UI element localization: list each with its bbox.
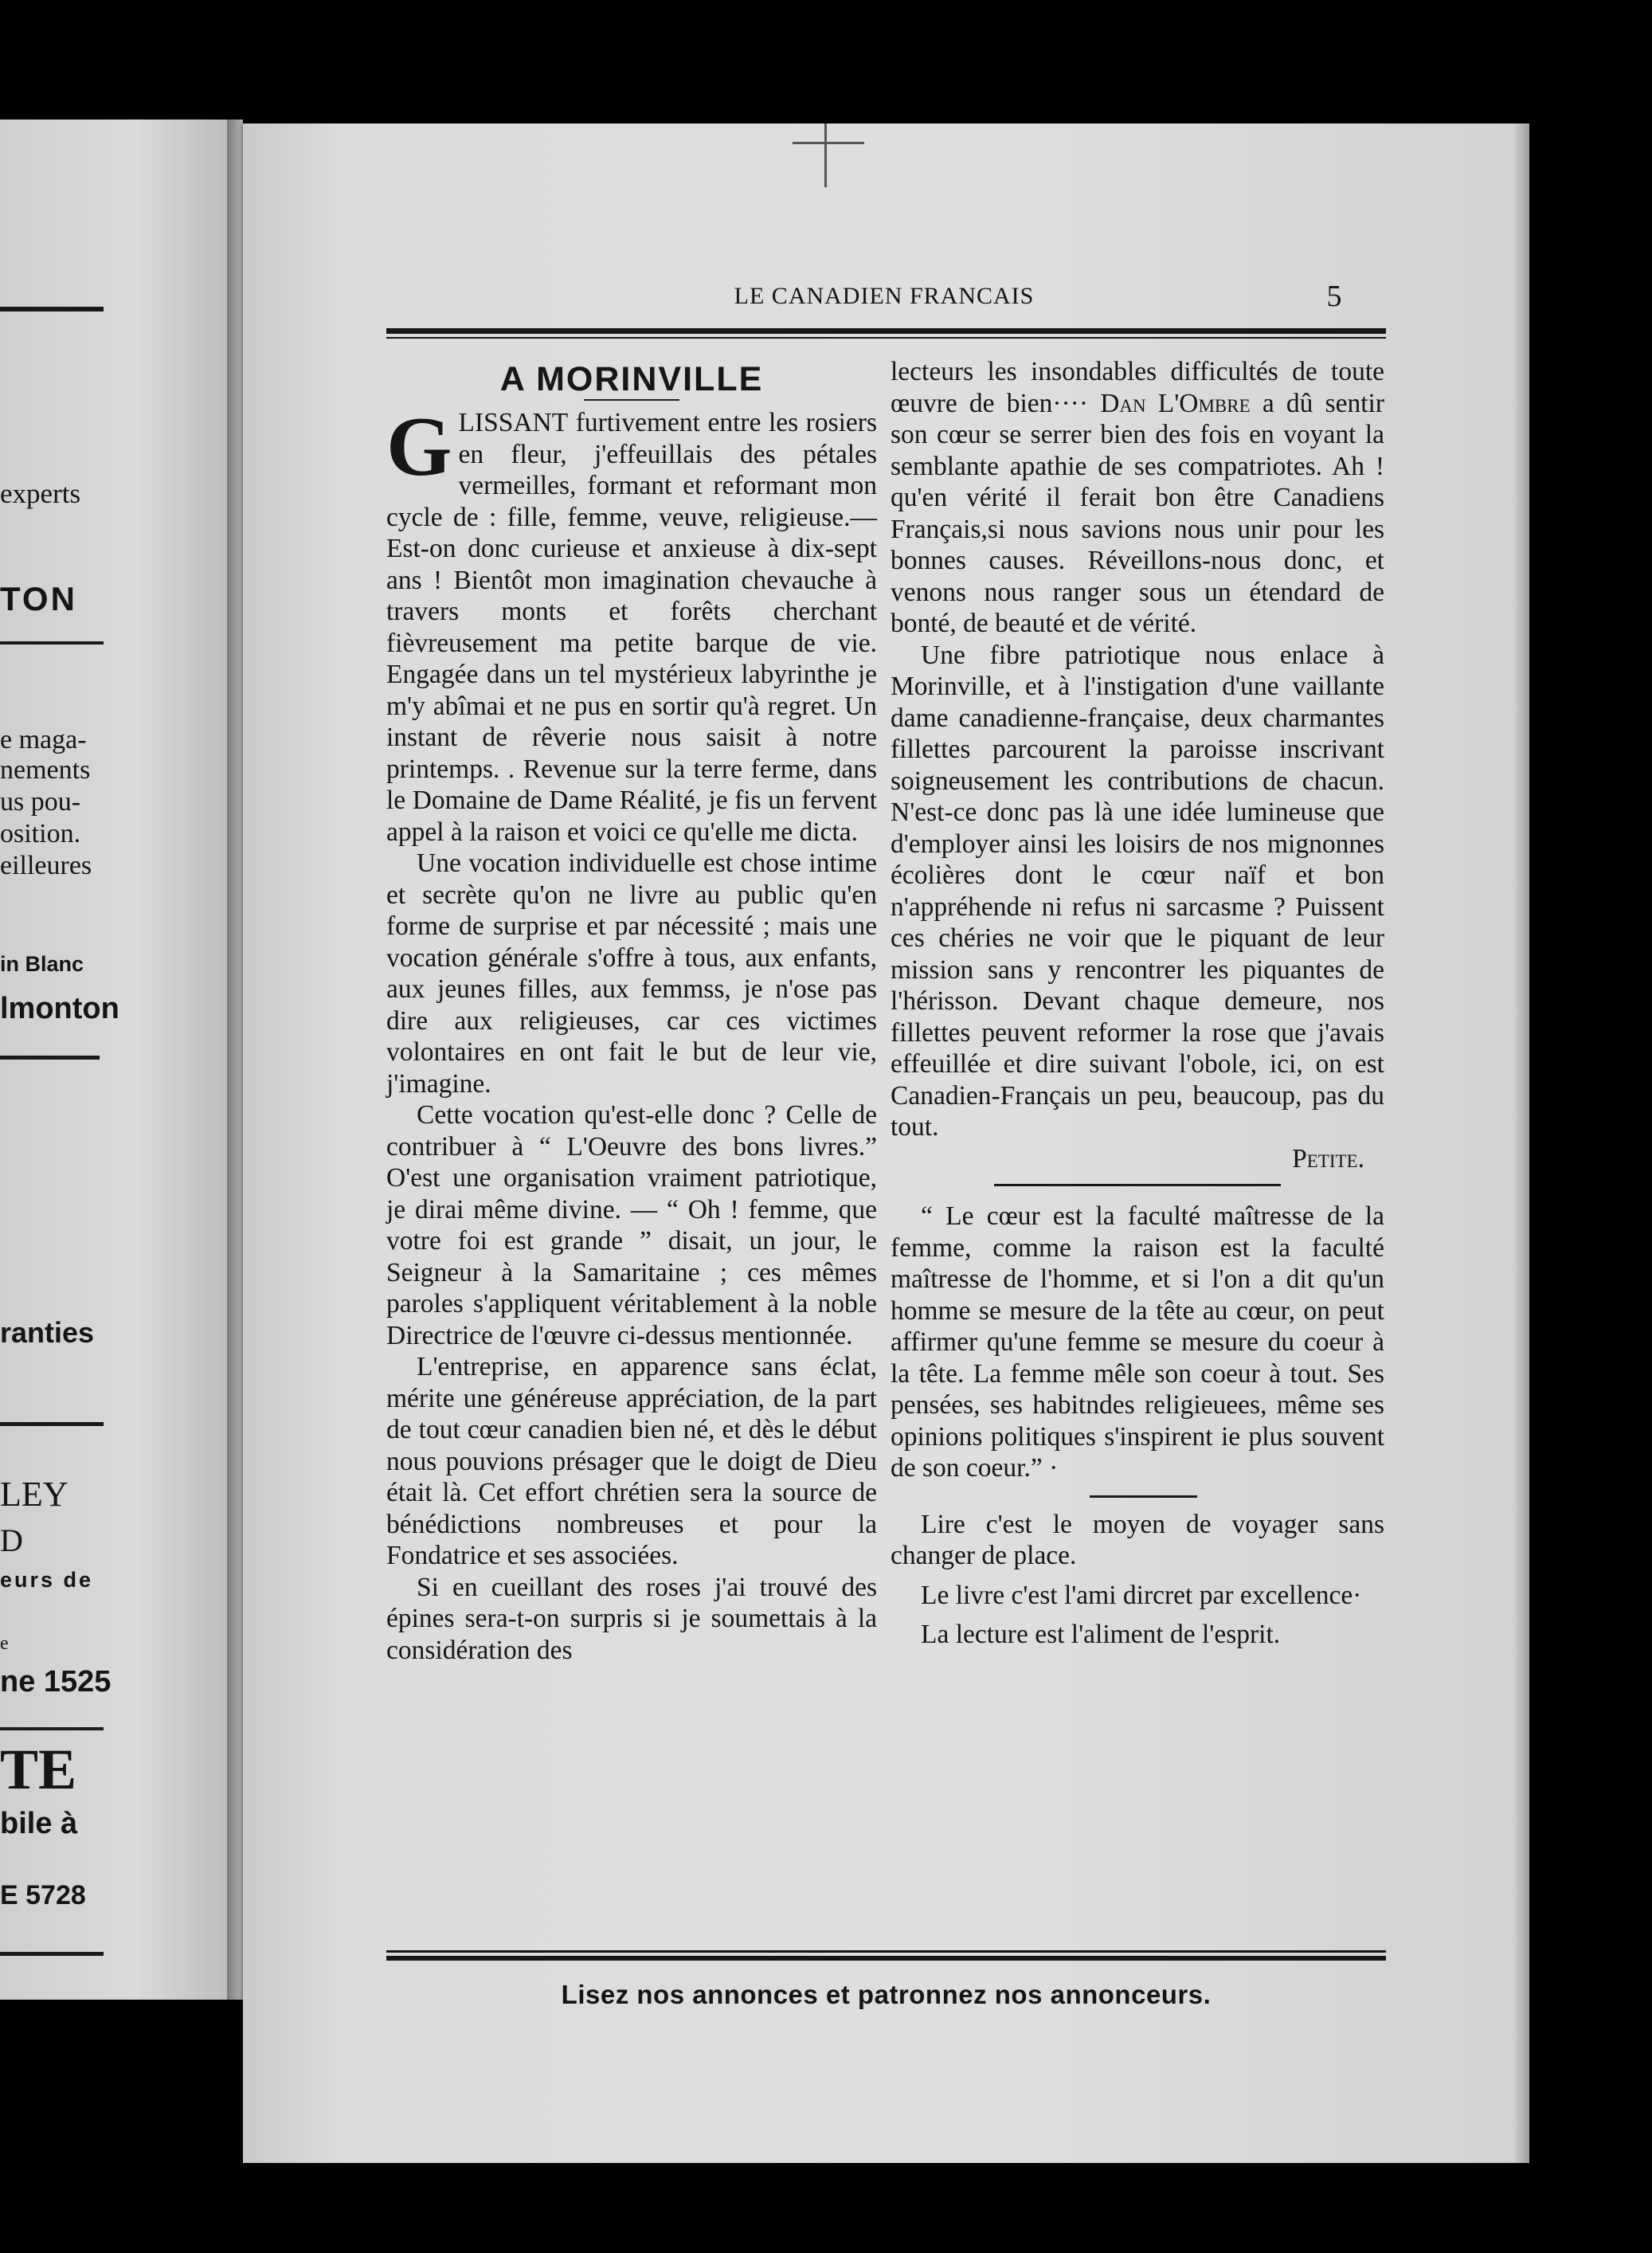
quote: “ Le cœur est la faculté maîtresse de la femme, comme la raison est la faculté maîtresse de l'homme, et si l'on a dit qu'un homme se mesure de la tête au cœur, on peut affirmer qu'une femme se mesure du coeur à la tête. La femme mêle son coeur à tout. Ses pensées, ses habitndes religieuees, même ses opinions politiques s'inspirent ie plus souvent de son coeur.” · xyxy=(891,1201,1384,1483)
left-fragment: e maga- xyxy=(0,725,87,754)
left-fragment: eurs de xyxy=(0,1568,94,1592)
section-divider xyxy=(994,1184,1281,1186)
left-fragment: ranties xyxy=(0,1316,95,1349)
header-rule-thin xyxy=(386,337,1386,339)
footer-rule xyxy=(386,1956,1386,1961)
divider xyxy=(0,641,104,645)
paragraph: Une vocation individuelle est chose intime et secrète qu'on ne livre au public qu'en forme de surprise et par nécessité ; mais une vocation générale s'offre à tous, aux enfants, aux jeunes filles, aux femmss, je n'ose pas dire aux religieuses, car ces victimes volontaires en ont fait le but de leur vie, j'imagine. xyxy=(386,848,877,1099)
left-fragment: osition. xyxy=(0,819,81,848)
left-fragment: nements xyxy=(0,755,91,785)
divider xyxy=(0,1056,100,1060)
lead-text: furtivement entre les rosiers en fleur, j'effeuillais des pétales vermeilles, formant et reformant mon cycle de : fille, femme, veuve, religieuse.—Est-on donc curieuse et anxieuse à dix-sept ans ! Bientôt mon imagination chevauche à travers monts et forêts cherchant fièvreusement ma petite barque de vie. Engagée dans un tel mystérieux labyrinthe je m'y abîmai et ne pus en sortir qu'à regret. Un instant de rêverie nous saisit à notre printemps. . Revenue sur la terre ferme, dans le Domaine de Dame Réalité, je fis un fervent appel à la raison et voici ce qu'elle me dicta. xyxy=(386,408,877,847)
left-fragment: experts xyxy=(0,478,81,509)
left-fragment: TON xyxy=(0,580,77,617)
title-underline xyxy=(584,399,679,401)
column-right xyxy=(891,356,1384,1651)
maxim: Lire c'est le moyen de voyager sans changer de place. xyxy=(891,1509,1384,1570)
left-fragment: e xyxy=(0,1633,9,1654)
maxim: Le livre c'est l'ami dircret par excellence· xyxy=(921,1580,1362,1610)
paragraph: L'entreprise, en apparence sans éclat, mérite une généreuse appréciation, de la part de tout cœur canadien bien né, et dès le début nous pouvions présager que le doigt de Dieu était là. Cet effort chrétien sera la source de bénédictions nombreuses et pour la Fondatrice et ses associées. xyxy=(386,1352,877,1570)
continued-text: a dû sentir son cœur se serrer bien des fois en voyant la semblante apathie de ses compatriotes. Ah ! qu'en vérité il ferait bon être Canadiens Français,si nous savions nous unir pour les bonnes causes. Réveillons-nous donc, et venons nous ranger sous un étendard de bonté, de beauté et de vérité. xyxy=(891,388,1384,638)
left-fragment: ne 1525 xyxy=(0,1665,112,1699)
left-fragment: TE xyxy=(0,1738,77,1801)
page-number: 5 xyxy=(1326,280,1342,313)
page-edge-shadow xyxy=(1513,123,1529,2163)
paragraph-continued xyxy=(891,356,1384,640)
left-fragment: bile à xyxy=(0,1807,78,1840)
left-fragment: D xyxy=(0,1522,23,1558)
section-divider xyxy=(1090,1495,1197,1498)
left-fragment: lmonton xyxy=(0,992,119,1025)
divider xyxy=(0,1952,104,1956)
paragraph: Une fibre patriotique nous enlace à Morinville, et à l'instigation d'une vaillante dame canadienne-française, deux charmantes fillettes parcourent la paroisse inscrivant soigneusement les contributions de chacun. N'est-ce donc pas là une idée lumineuse que d'employer ainsi les loisirs de nos mignonnes écolières dont le cœur naïf et bon n'appréhende ni refus ni sarcasme ? Puissent ces chéries ne voir que le piquant de leur mission sans y rencontrer les piquantes de l'hérisson. Devant chaque demeure, nos fillettes peuvent reformer la rose que j'avais effeuillée et dire suivant l'obole, ici, on est Canadien-Français un peu, beaucoup, pas du tout. xyxy=(891,640,1384,1142)
lead-smallcaps: LISSANT xyxy=(458,408,569,437)
paragraph xyxy=(386,400,877,848)
left-fragment: in Blanc xyxy=(0,952,84,976)
footer-slogan: Lisez nos annonces et patronnez nos annonceurs. xyxy=(561,1980,1212,2009)
divider xyxy=(0,307,104,312)
divider xyxy=(0,1422,104,1426)
left-fragment: eilleures xyxy=(0,851,92,880)
continued-text: lecteurs les insondables difficultés de toute œuvre de bien···· xyxy=(891,357,1384,418)
pseudonym: Dan L'Ombre xyxy=(1100,388,1251,418)
signature: Petite. xyxy=(1292,1143,1364,1174)
left-fragment: LEY xyxy=(0,1475,69,1514)
article-title: A MORINVILLE xyxy=(499,360,764,398)
header-rule xyxy=(386,328,1386,334)
previous-page-fragment xyxy=(0,120,227,2000)
footer-rule-thin xyxy=(386,1950,1386,1953)
drop-cap: G xyxy=(386,400,452,493)
left-fragment: us pou- xyxy=(0,787,81,817)
paragraph: Cette vocation qu'est-elle donc ? Celle de contribuer à “ L'Oeuvre des bons livres.” O'est une organisation vraiment patriotique, je dirai même divine. — “ Oh ! femme, que votre foi est grande ” disait, un jour, le Seigneur à la Samaritaine ; ces mêmes paroles s'appliquent véritablement à la noble Directrice de l'œuvre ci-dessus mentionnée. xyxy=(386,1100,877,1350)
maxim: La lecture est l'aliment de l'esprit. xyxy=(921,1620,1281,1649)
divider xyxy=(0,1727,104,1730)
left-fragment: E 5728 xyxy=(0,1880,86,1910)
running-head: LE CANADIEN FRANCAIS xyxy=(734,283,1035,309)
paragraph: Si en cueillant des roses j'ai trouvé des épines sera-t-on surpris si je soumettais à la considération des xyxy=(386,1572,877,1665)
column-left xyxy=(386,356,877,1666)
paper-crease xyxy=(824,123,827,187)
page-gutter xyxy=(227,120,243,2000)
paper-crease xyxy=(793,142,864,144)
lead-paragraph xyxy=(386,400,877,848)
